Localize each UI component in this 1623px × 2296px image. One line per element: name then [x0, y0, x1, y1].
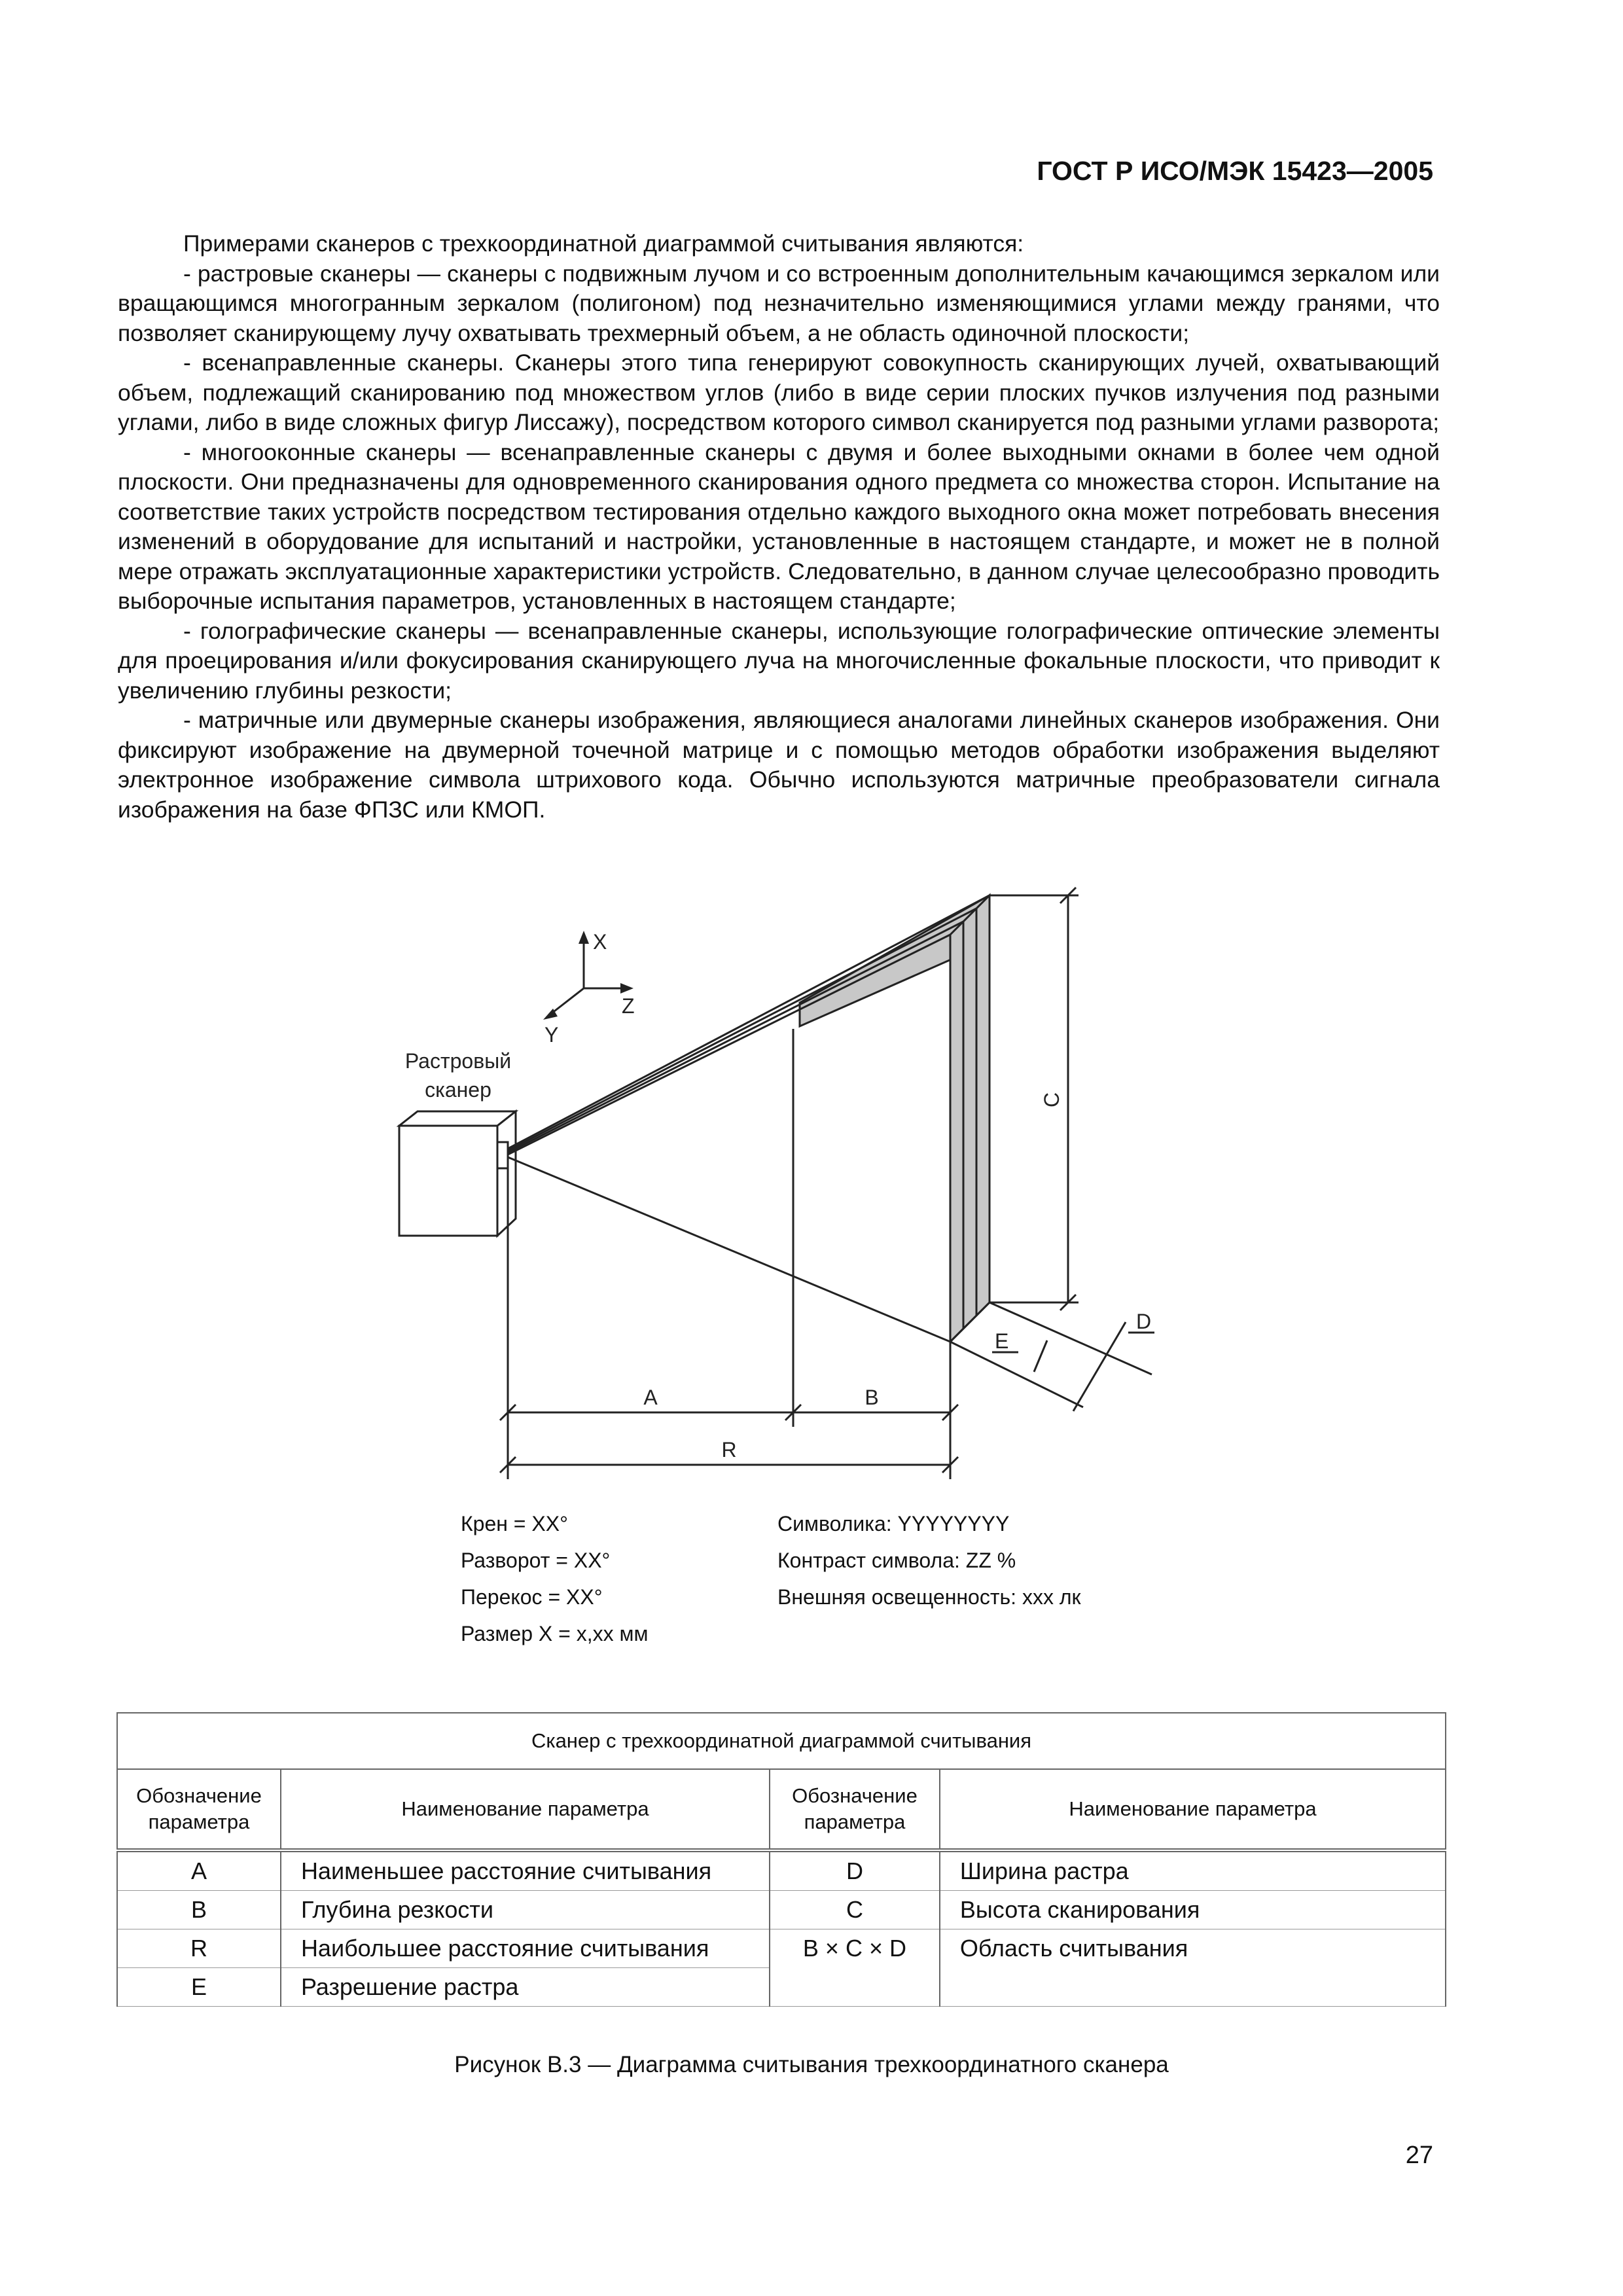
dimension-c-label: C — [1040, 1092, 1063, 1107]
body-text — [118, 229, 1440, 825]
param-name: Наибольшее расстояние считывания — [281, 1929, 770, 1968]
param-code: E — [117, 1968, 281, 2007]
table-row — [117, 1929, 1446, 1968]
axis-y-label: Y — [544, 1023, 559, 1047]
param-code: R — [117, 1929, 281, 1968]
paragraph: - многооконные сканеры — всенаправленные сканеры с двумя и более выходными окнами в более чем одной плоскости. Они предназначены для одновременного сканирования одного предмета со множества сторон. Испытание на соответствие таких устройств посредством тестирования отдельно каждого выходного окна может потребовать внесения изменений в оборудование для испытаний и настройки, установленные в настоящем стандарте, и может не в полной мере отражать эксплуатационные характеристики устройств. Следовательно, в данном случае целесообразно проводить выборочные испытания параметров, установленных в настоящем стандарте; — [118, 439, 1440, 614]
param-code: B × C × D — [770, 1929, 940, 2007]
dimension-r-label: R — [721, 1438, 737, 1462]
pitch-param: Перекос = XX° — [461, 1585, 603, 1609]
table-row — [117, 1891, 1446, 1929]
dimension-e-label: E — [995, 1329, 1009, 1353]
axis-z-label: Z — [622, 994, 635, 1018]
param-name: Наименьшее расстояние считывания — [281, 1850, 770, 1891]
parameter-legend-table — [116, 1712, 1446, 2007]
table-row — [117, 1850, 1446, 1891]
paragraph: - голографические сканеры — всенаправленные сканеры, использующие голографические оптические элементы для проецирования и/или фокусирования сканирующего луча на многочисленные фокальные плоскости, что приводит к увеличению глубины резкости; — [118, 617, 1440, 704]
test-parameters-left — [461, 1505, 648, 1652]
param-code: B — [117, 1891, 281, 1929]
dimension-d-label: D — [1136, 1310, 1152, 1333]
symbology-param: Символика: YYYYYYYY — [777, 1512, 1010, 1535]
param-name: Разрешение растра — [281, 1968, 770, 2007]
dimension-a-b-r — [500, 1158, 958, 1479]
table-title: Сканер с трехкоординатной диаграммой считывания — [117, 1713, 1446, 1769]
dimension-c — [990, 888, 1079, 1310]
param-code: A — [117, 1850, 281, 1891]
param-name: Глубина резкости — [281, 1891, 770, 1929]
roll-param: Крен = XX° — [461, 1512, 568, 1535]
raster-scanner — [399, 1111, 516, 1236]
scan-volume — [508, 895, 990, 1342]
paragraph: - матричные или двумерные сканеры изображения, являющиеся аналогами линейных сканеров изображения. Они фиксируют изображение на двумерной точечной матрице и с помощью методов обработки изображения выделяют электронное изображение символа штрихового кода. Обычно используются матричные преобразователи сигнала изображения на базе ФПЗС или КМОП. — [118, 707, 1440, 823]
dimension-a-label: A — [643, 1386, 658, 1409]
column-header-designation: Обозначение параметра — [117, 1769, 281, 1850]
dimension-e-d — [950, 1302, 1154, 1411]
column-header-name: Наименование параметра — [281, 1769, 770, 1850]
paragraph: - всенаправленные сканеры. Сканеры этого типа генерируют совокупность сканирующих лучей, охватывающий объем, подлежащий сканированию под множеством углов (либо в виде серии плоских пучков излучения под разными углами, либо в виде сложных фигур Лиссажу), посредством которого символ сканируется под разными углами разворота; — [118, 350, 1440, 435]
test-parameters-right — [777, 1505, 1081, 1615]
column-header-name: Наименование параметра — [940, 1769, 1446, 1850]
param-name: Ширина растра — [940, 1850, 1446, 1891]
symbol-contrast-param: Контраст символа: ZZ % — [777, 1549, 1016, 1572]
axis-x-label: X — [593, 930, 607, 954]
param-code: D — [770, 1850, 940, 1891]
param-name: Высота сканирования — [940, 1891, 1446, 1929]
paragraph: - растровые сканеры — сканеры с подвижным лучом и со встроенным дополнительным качающимся зеркалом или вращающимся многогранным зеркалом (полигоном) под незначительно изменяющимися углами между гранями, что позволяет сканирующему лучу охватывать трехмерный объем, а не область одиночной плоскости; — [118, 260, 1440, 346]
ambient-light-param: Внешняя освещенность: xxx лк — [777, 1585, 1081, 1609]
skew-param: Разворот = XX° — [461, 1549, 611, 1572]
figure-caption: Рисунок В.3 — Диаграмма считывания трехкоординатного сканера — [454, 2052, 1169, 2077]
document-header: ГОСТ Р ИСО/МЭК 15423—2005 — [1037, 156, 1433, 186]
param-name: Область считывания — [940, 1929, 1446, 2007]
page-number: 27 — [1405, 2142, 1433, 2169]
scanner-label-line2: сканер — [425, 1078, 491, 1102]
x-dimension-param: Размер X = x,xx мм — [461, 1622, 649, 1645]
column-header-designation: Обозначение параметра — [770, 1769, 940, 1850]
param-code: C — [770, 1891, 940, 1929]
scanner-label-line1: Растровый — [404, 1049, 512, 1073]
coordinate-axes — [543, 930, 635, 1047]
scanner-window — [497, 1142, 508, 1168]
scan-pattern-diagram — [0, 851, 1623, 1492]
paragraph: Примерами сканеров с трехкоординатной диаграммой считывания являются: — [183, 230, 1024, 257]
dimension-b-label: B — [865, 1386, 879, 1409]
